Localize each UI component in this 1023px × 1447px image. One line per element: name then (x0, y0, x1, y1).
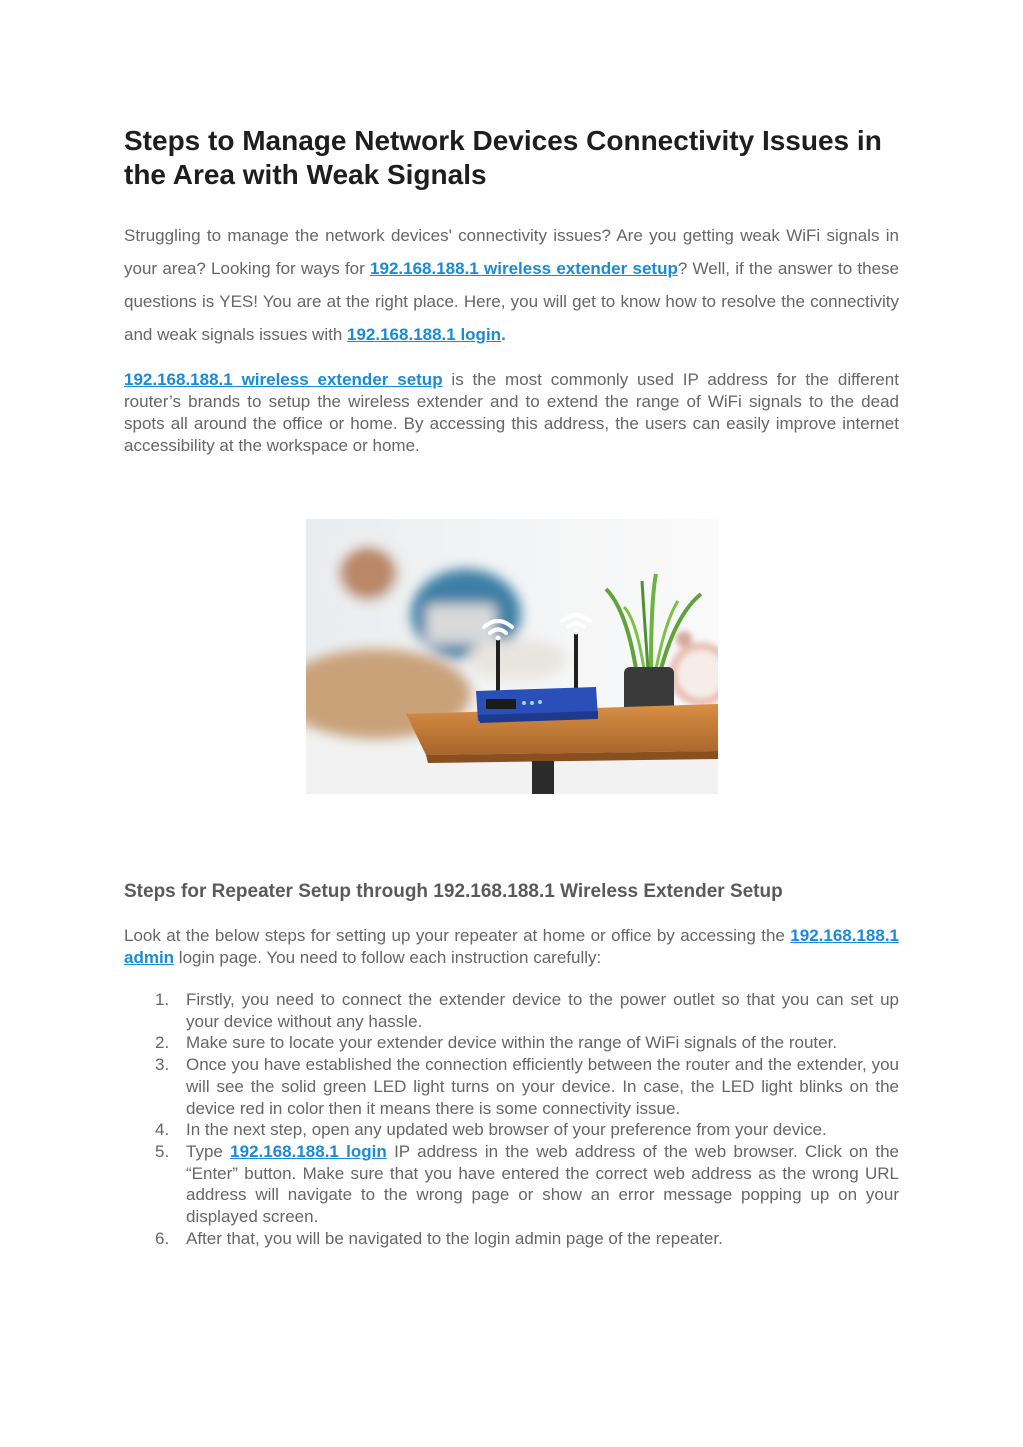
wireless-extender-setup-link-2[interactable]: 192.168.188.1 wireless extender setup (124, 370, 443, 389)
step-number: 2. (155, 1033, 170, 1053)
step-text: Make sure to locate your extender device within the range of WiFi signals of the router. (186, 1033, 838, 1053)
list-item (124, 1119, 899, 1141)
login-link-2[interactable]: 192.168.188.1 login (230, 1141, 387, 1161)
extender-description-paragraph (124, 369, 899, 457)
step-number: 4. (155, 1120, 170, 1140)
step-text: After that, you will be navigated to the login admin page of the repeater. (186, 1228, 723, 1248)
router-photo (306, 519, 718, 794)
steps-intro-paragraph (124, 925, 899, 969)
list-item (124, 1228, 899, 1250)
section-heading: Steps for Repeater Setup through 192.168.188.1 Wireless Extender Setup (124, 881, 783, 902)
step-number: 5. (155, 1141, 170, 1161)
list-item (124, 989, 899, 1032)
step-number: 1. (155, 990, 170, 1009)
para2-text: is the most commonly used IP address for the different router’s brands to setup the wireless extender and to extend the range of WiFi signals to the dead spots all around the office or home. By accessing this address, the users can easily improve internet accessibility at the workspace or home. (124, 370, 899, 455)
router-illustration (306, 519, 718, 794)
list-item (124, 1054, 899, 1119)
intro-paragraph (124, 219, 899, 351)
para3-text-1: Look at the below steps for setting up your repeater at home or office by accessing the (124, 926, 791, 945)
list-item (124, 1032, 899, 1054)
steps-list (124, 989, 899, 1249)
intro-text-1: Struggling to manage the network devices' connectivity issues? Are you getting weak WiFi signals in your area? Looking for ways for (124, 226, 899, 278)
login-link[interactable]: 192.168.188.1 login (347, 325, 502, 344)
step-number: 3. (155, 1055, 170, 1075)
page-title: Steps to Manage Network Devices Connectivity Issues in the Area with Weak Signals (124, 125, 882, 190)
list-item (124, 1141, 899, 1228)
step-text: In the next step, open any updated web browser of your preference from your device. (186, 1120, 827, 1140)
para3-text-2: login page. You need to follow each instruction carefully: (174, 948, 602, 967)
step-text-before: Type (186, 1141, 231, 1161)
intro-period: . (501, 325, 506, 344)
step-number: 6. (155, 1228, 170, 1248)
step-text: Firstly, you need to connect the extender device to the power outlet so that you can set up your device without any hassle. (186, 990, 899, 1031)
intro-text-2: ? Well, if the answer to these questions is YES! You are at the right place. Here, you will get to know how to resolve the connectivity and weak signals issues with (124, 259, 899, 344)
step-text-after: IP address in the web address of the web browser. Click on the “Enter” button. Make sure that you have entered the correct web address as the wrong URL address will navigate to the wrong page or show an error message popping up on your displayed screen. (186, 1141, 899, 1227)
admin-link[interactable]: 192.168.188.1 admin (124, 926, 899, 967)
step-text: Once you have established the connection efficiently between the router and the extender, you will see the solid green LED light turns on your device. In case, the LED light blinks on the device red in color then it means there is some connectivity issue. (186, 1055, 899, 1118)
wireless-extender-setup-link[interactable]: 192.168.188.1 wireless extender setup (370, 259, 678, 278)
